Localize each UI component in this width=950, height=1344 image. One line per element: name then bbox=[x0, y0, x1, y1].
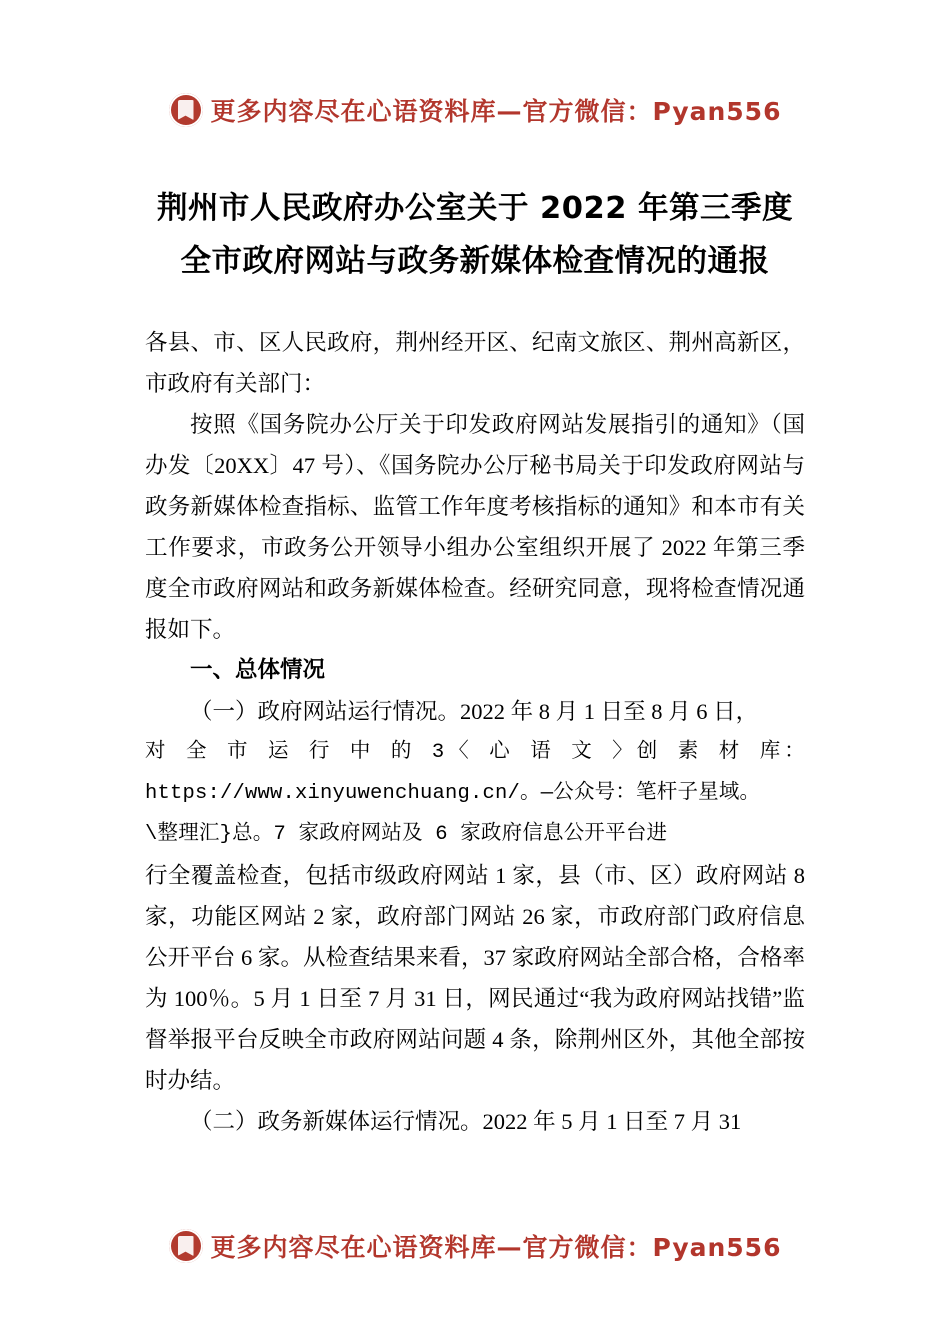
paragraph-addressee: 各县、市、区人民政府，荆州经开区、纪南文旅区、荆州高新区，市政府有关部门： bbox=[145, 330, 805, 396]
paragraph-item-1-lead: （一）政府网站运行情况。2022 年 8 月 1 日至 8 月 6 日， bbox=[190, 699, 759, 724]
document-body bbox=[145, 288, 805, 1142]
watermark-top bbox=[0, 92, 950, 128]
watermark-label: 更多内容尽在心语资料库—官方微信： bbox=[210, 97, 653, 126]
watermark-id: Pyan556 bbox=[652, 1233, 782, 1262]
section-heading-1: 一、总体情况 bbox=[190, 657, 326, 683]
shield-badge-icon bbox=[169, 1229, 203, 1263]
page-title: 荆州市人民政府办公室关于 2022 年第三季度全市政府网站与政务新媒体检查情况的通报 bbox=[156, 191, 794, 279]
paragraph-inserted-line-2: https://www.xinyuwenchuang.cn/。—公众号：笔杆子星域。 bbox=[145, 782, 761, 805]
watermark-text bbox=[211, 1228, 782, 1264]
watermark-label: 更多内容尽在心语资料库—官方微信： bbox=[210, 1233, 653, 1262]
watermark-text bbox=[211, 92, 782, 128]
watermark-bottom bbox=[0, 1228, 950, 1264]
paragraph-item-1-body: 行全覆盖检查，包括市级政府网站 1 家，县（市、区）政府网站 8 家，功能区网站 2 家，政府部门网站 26 家，市政府部门政府信息公开平台 6 家。从检查结果来看，37 家政府网站全部合格，合格率为 100％。5 月 1 日至 7 月 31 日，网民通过“我为政府网站找错”监督举报平台反映全市政府网站问题 4 条，除荆州区外，其他全部按时办结。 bbox=[145, 863, 805, 1093]
watermark-id: Pyan556 bbox=[652, 97, 782, 126]
paragraph-inserted-line-1: 对 全 市 运 行 中 的 3〈 心 语 文 〉创 素 材 库： bbox=[145, 741, 805, 764]
paragraph-preamble: 按照《国务院办公厅关于印发政府网站发展指引的通知》（国办发〔20XX〕47 号）、《国务院办公厅秘书局关于印发政府网站与政务新媒体检查指标、监管工作年度考核指标的通知》和本市有关工作要求，市政务公开领导小组办公室组织开展了 2022 年第三季度全市政府网站和政务新媒体检查。经研究同意，现将检查情况通报如下。 bbox=[145, 412, 805, 642]
paragraph-inserted-line-3: \整理汇}总。7 家政府网站及 6 家政府信息公开平台进 bbox=[145, 823, 668, 846]
paragraph-item-2: （二）政务新媒体运行情况。2022 年 5 月 1 日至 7 月 31 bbox=[190, 1109, 742, 1134]
shield-badge-icon bbox=[169, 93, 203, 127]
